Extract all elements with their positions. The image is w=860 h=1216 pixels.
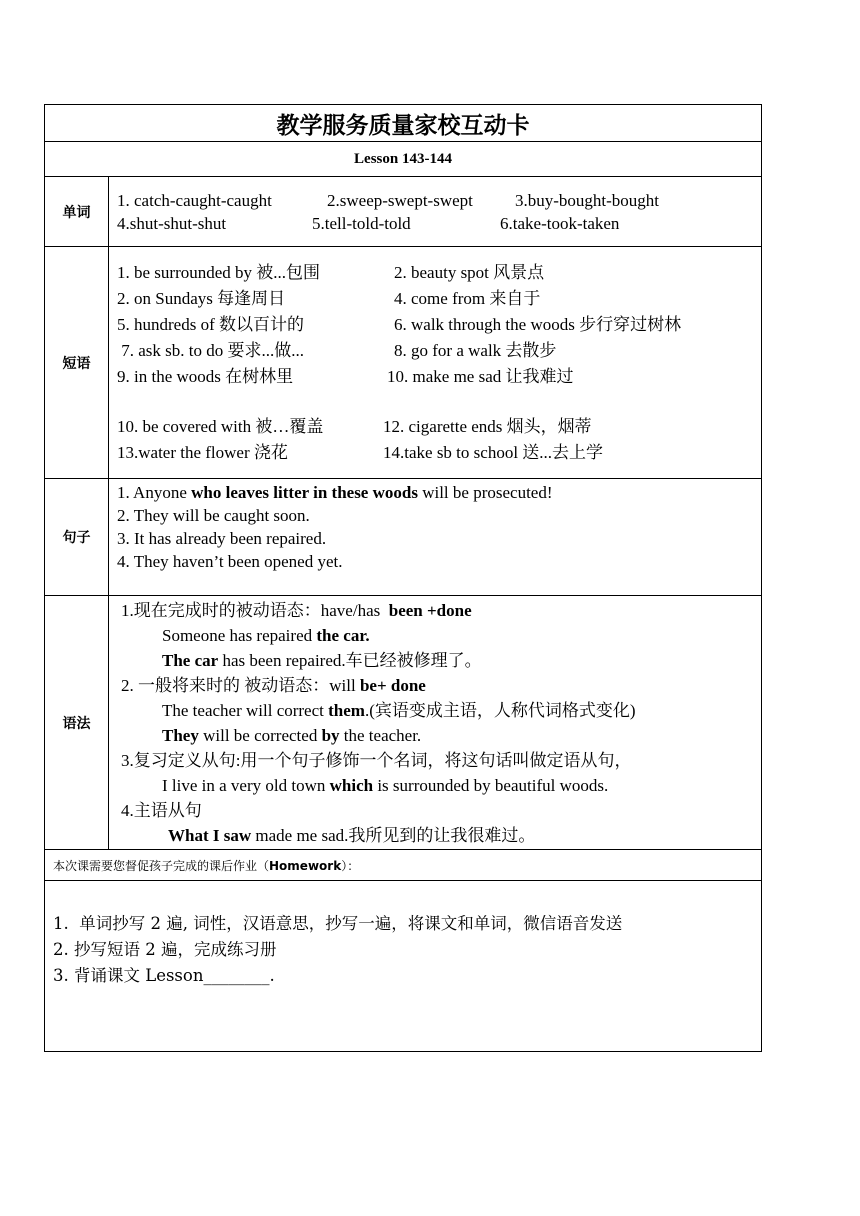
vocab-section [109,177,762,247]
phrase-row [117,414,761,440]
phrase-row [117,364,761,390]
sentence-item: 4. They haven’t been opened yet. [117,552,343,571]
grammar-text: 2. 一般将来时的 被动语态：will [121,676,360,695]
grammar-emphasis: What I saw [168,826,252,845]
vocab-item: 3.buy-bought-bought [515,190,660,210]
homework-heading-keyword: Homework [269,858,342,873]
grammar-text: the teacher. [339,726,422,745]
phrases-label: 短语 [45,247,109,479]
grammar-emphasis: They [162,726,199,745]
sentence-text: will be prosecuted! [417,483,553,502]
grammar-point [117,673,761,698]
vocab-item: 2.sweep-swept-swept [327,190,473,210]
grammar-example [117,698,761,723]
grammar-example [117,648,761,673]
grammar-example [117,773,761,798]
sentence-text: 1. Anyone [117,483,192,502]
phrase-item: 8. go for a walk 去散步 [394,340,557,360]
vocab-row [117,212,761,235]
homework-heading-text: 本次课需要您督促孩子完成的课后作业（ [53,858,270,873]
vocab-row [117,189,761,212]
grammar-text: The teacher will correct [162,701,329,720]
vocab-item: 5.tell-told-told [312,213,411,233]
sentence-item [117,481,761,504]
sentence-item: 2. They will be caught soon. [117,506,310,525]
card-title: 教学服务质量家校互动卡 [45,105,762,142]
phrase-row [117,338,761,364]
phrase-item: 7. ask sb. to do 要求...做... [117,340,304,360]
vocab-item: 4.shut-shut-shut [117,213,227,233]
grammar-emphasis: The car [162,651,219,670]
phrase-item: 2. on Sundays 每逢周日 [117,288,286,308]
sentence-emphasis: who leaves litter in these woods [191,483,418,502]
grammar-emphasis: which [329,776,374,795]
grammar-text: 1.现在完成时的被动语态：have/has [121,601,389,620]
vocab-item: 6.take-took-taken [500,213,620,233]
phrase-item: 10. be covered with 被…覆盖 [117,416,324,436]
sentences-section [109,479,762,596]
vocab-item: 1. catch-caught-caught [117,190,272,210]
phrase-item: 12. cigarette ends 烟头，烟蒂 [383,416,592,436]
grammar-point: 3.复习定义从句:用一个句子修饰一个名词，将这句话叫做定语从句， [121,751,632,770]
grammar-emphasis: been +done [388,601,472,620]
grammar-text: .(宾语变成主语，人称代词格式变化) [364,701,636,720]
grammar-text: is surrounded by beautiful woods. [373,776,609,795]
grammar-emphasis: them [328,701,365,720]
grammar-emphasis: the car. [316,626,370,645]
phrase-item: 13.water the flower 浇花 [117,442,288,462]
phrase-item: 10. make me sad 让我难过 [387,366,574,386]
phrase-item: 14.take sb to school 送...去上学 [383,442,604,462]
phrase-row [117,286,761,312]
homework-heading-text: ）： [341,858,360,873]
grammar-emphasis: by [321,726,340,745]
grammar-point: 4.主语从句 [121,801,202,820]
grammar-example [117,723,761,748]
grammar-emphasis: be+ done [359,676,426,695]
phrase-item: 5. hundreds of 数以百计的 [117,314,304,334]
grammar-section [109,596,762,850]
phrase-item: 2. beauty spot 风景点 [394,262,545,282]
homework-item: 1. 单词抄写 2 遍, 词性，汉语意思，抄写一遍，将课文和单词，微信语音发送 [53,914,623,933]
grammar-text: will be corrected [198,726,322,745]
grammar-label: 语法 [45,596,109,850]
phrase-item: 6. walk through the woods 步行穿过树林 [394,314,682,334]
grammar-text: I live in a very old town [162,776,330,795]
homework-item: 2. 抄写短语 2 遍，完成练习册 [53,940,277,959]
phrase-item: 9. in the woods 在树林里 [117,366,294,386]
phrase-item: 1. be surrounded by 被...包围 [117,262,321,282]
grammar-text: has been repaired.车已经被修理了。 [218,651,482,670]
homework-list [45,881,762,1052]
phrase-row [117,312,761,338]
grammar-text: made me sad.我所见到的让我很难过。 [251,826,536,845]
grammar-text: Someone has repaired [162,626,317,645]
homework-item: 3. 背诵课文 Lesson________. [53,966,275,985]
grammar-point [117,598,761,623]
phrase-row [117,440,761,466]
phrase-item: 4. come from 来自于 [394,288,541,308]
lesson-number: Lesson 143-144 [45,142,762,177]
interaction-card [44,104,762,1052]
sentences-label: 句子 [45,479,109,596]
phrases-section [109,247,762,479]
vocab-label: 单词 [45,177,109,247]
homework-heading [45,850,762,881]
grammar-example [117,823,761,848]
grammar-example [117,623,761,648]
phrase-row [117,260,761,286]
sentence-item: 3. It has already been repaired. [117,529,327,548]
